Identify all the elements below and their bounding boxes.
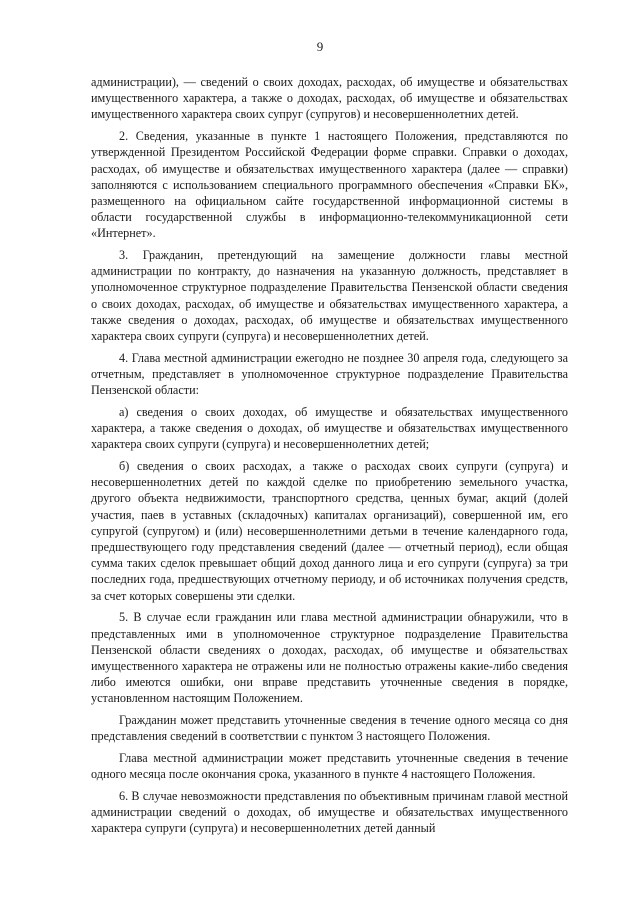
document-body: [91, 74, 568, 842]
paragraph-item-5: 5. В случае если гражданин или глава местной администрации обнаружили, что в представленных ими в уполномоченное структурное подразделение Правительства Пензенской области сведениях о доходах, расходах, об имуществе и обязательствах имущественного характера не отражены или не полностью отражены какие-либо сведения либо имеются ошибки, они вправе представить уточненные сведения в порядке, установленном настоящим Положением.: [91, 610, 568, 706]
paragraph-continuation: администрации), — сведений о своих доходах, расходах, об имуществе и обязательствах имущественного характера, а также о доходах, расходах, об имуществе и обязательствах имущественного характера своих супруг (супругов) и несовершеннолетних детей.: [91, 75, 568, 122]
paragraph-item-6: 6. В случае невозможности представления по объективным причинам главой местной администрации сведений о доходах, об имуществе и обязательствах имущественного характера супруги (супруга) и несовершеннолетних детей данный: [91, 788, 568, 836]
paragraph-item-4: 4. Глава местной администрации ежегодно не позднее 30 апреля года, следующего за отчетным, представляет в уполномоченное структурное подразделение Правительства Пензенской области:: [91, 350, 568, 398]
paragraph-head-update: Глава местной администрации может представить уточненные сведения в течение одного месяца после окончания срока, указанного в пункте 4 настоящего Положения.: [91, 750, 568, 782]
paragraph-item-4b: б) сведения о своих расходах, а также о расходах своих супруги (супруга) и несовершеннолетних детей по каждой сделке по приобретению земельного участка, другого объекта недвижимости, транспортного средства, ценных бумаг, акций (долей участия, паев в уставных (складочных) капиталах организаций), совершенной им, его супругой (супругом) и (или) несовершеннолетними детьми в течение календарного года, предшествующего году представления сведений (далее — отчетный период), если общая сумма таких сделок превышает общий доход данного лица и его супруги (супруга) за три последних года, предшествующих отчетному периоду, и об источниках получения средств, за счет которых совершены эти сделки.: [91, 458, 568, 603]
paragraph-item-3: 3. Гражданин, претендующий на замещение должности главы местной администрации по контракту, до назначения на указанную должность, представляет в уполномоченное структурное подразделение Правительства Пензенской области сведения о своих доходах, расходах, об имуществе и обязательствах имущественного характера, а также сведения о доходах, расходах, об имуществе и обязательствах имущественного характера своих супруги (супруга) и несовершеннолетних детей.: [91, 248, 568, 344]
paragraph-citizen-update: Гражданин может представить уточненные сведения в течение одного месяца со дня представления сведений в соответствии с пунктом 3 настоящего Положения.: [91, 713, 568, 744]
page-number: 9: [316, 39, 324, 54]
paragraph-item-4a: а) сведения о своих доходах, об имуществе и обязательствах имущественного характера, а также сведения о доходах, об имуществе и обязательствах имущественного характера своих супруги (супруга) и несовершеннолетних детей;: [91, 404, 568, 452]
paragraph-item-2: 2. Сведения, указанные в пункте 1 настоящего Положения, представляются по утвержденной Президентом Российской Федерации форме справки. Справки о доходах, расходах, об имуществе и обязательствах имущественного характера (далее — справки) заполняются с использованием специального программного обеспечения «Справки БК», размещенного на официальном сайте государственной информационной системы в области государственной службы в информационно-телекоммуникационной сети «Интернет».: [91, 129, 568, 241]
